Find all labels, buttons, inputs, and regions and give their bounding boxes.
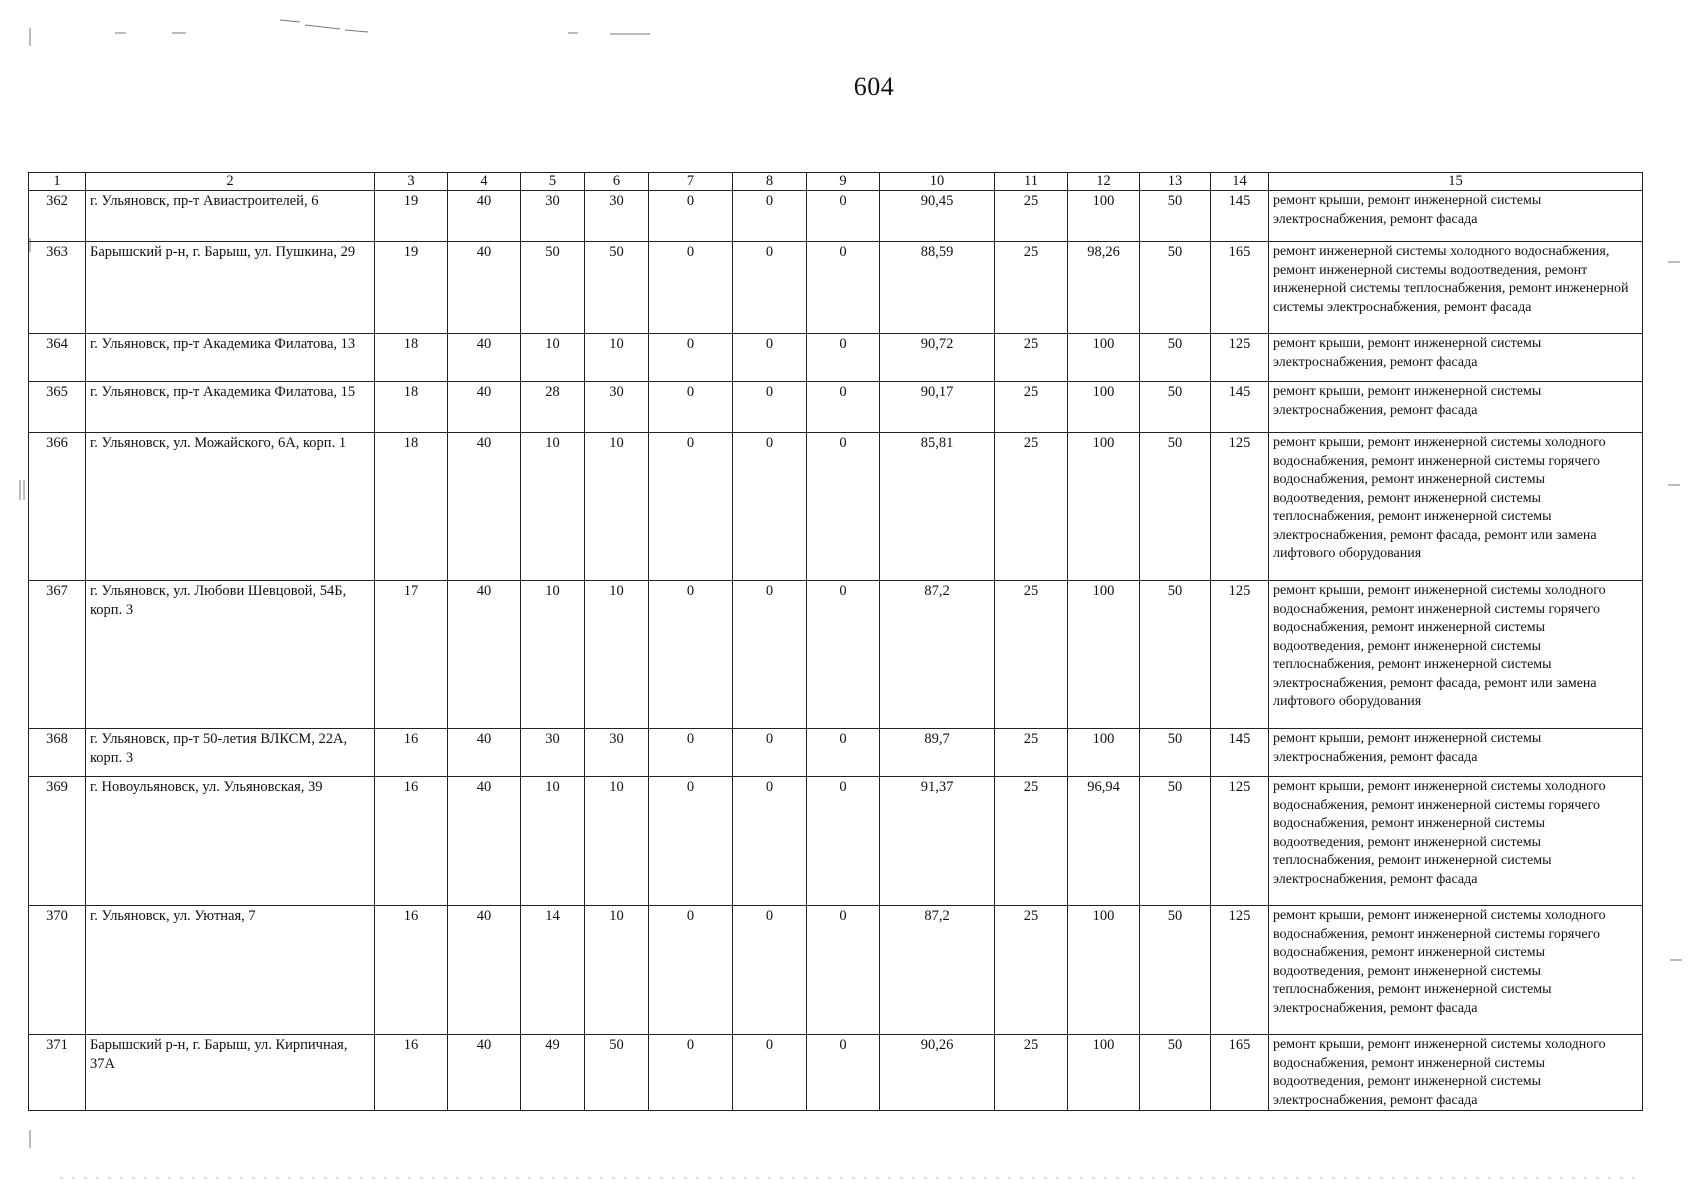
value-cell: 18 bbox=[375, 334, 448, 382]
value-cell: 100 bbox=[1068, 729, 1140, 777]
value-cell: 90,17 bbox=[880, 382, 995, 433]
table-row bbox=[29, 729, 1643, 777]
value-cell: 0 bbox=[733, 382, 807, 433]
value-cell: 30 bbox=[521, 191, 585, 242]
works-cell: ремонт крыши, ремонт инженерной системы холодного водоснабжения, ремонт инженерной системы горячего водоснабжения, ремонт инженерной системы водоотведения, ремонт инженерной системы теплоснабжения, ремонт инженерной системы электроснабжения, ремонт фасада bbox=[1269, 906, 1643, 1035]
value-cell: 50 bbox=[521, 242, 585, 334]
col-header: 2 bbox=[86, 173, 375, 191]
table-row bbox=[29, 906, 1643, 1035]
address-cell: Барышский р-н, г. Барыш, ул. Пушкина, 29 bbox=[86, 242, 375, 334]
value-cell: 10 bbox=[585, 906, 649, 1035]
address-cell: г. Ульяновск, пр-т Академика Филатова, 13 bbox=[86, 334, 375, 382]
value-cell: 19 bbox=[375, 191, 448, 242]
works-cell: ремонт крыши, ремонт инженерной системы электроснабжения, ремонт фасада bbox=[1269, 334, 1643, 382]
value-cell: 0 bbox=[807, 382, 880, 433]
value-cell: 100 bbox=[1068, 191, 1140, 242]
col-header: 8 bbox=[733, 173, 807, 191]
value-cell: 10 bbox=[521, 581, 585, 729]
address-cell: Барышский р-н, г. Барыш, ул. Кирпичная, 37А bbox=[86, 1035, 375, 1111]
value-cell: 40 bbox=[448, 581, 521, 729]
value-cell: 25 bbox=[995, 242, 1068, 334]
value-cell: 40 bbox=[448, 777, 521, 906]
address-cell: г. Новоульяновск, ул. Ульяновская, 39 bbox=[86, 777, 375, 906]
table-row bbox=[29, 334, 1643, 382]
address-cell: г. Ульяновск, ул. Уютная, 7 bbox=[86, 906, 375, 1035]
value-cell: 145 bbox=[1211, 729, 1269, 777]
value-cell: 16 bbox=[375, 906, 448, 1035]
row-number: 367 bbox=[29, 581, 86, 729]
col-header: 9 bbox=[807, 173, 880, 191]
value-cell: 50 bbox=[1140, 1035, 1211, 1111]
value-cell: 16 bbox=[375, 1035, 448, 1111]
value-cell: 30 bbox=[585, 382, 649, 433]
value-cell: 0 bbox=[807, 433, 880, 581]
value-cell: 100 bbox=[1068, 1035, 1140, 1111]
value-cell: 125 bbox=[1211, 581, 1269, 729]
value-cell: 125 bbox=[1211, 334, 1269, 382]
value-cell: 0 bbox=[807, 191, 880, 242]
value-cell: 50 bbox=[1140, 581, 1211, 729]
value-cell: 0 bbox=[733, 334, 807, 382]
value-cell: 17 bbox=[375, 581, 448, 729]
value-cell: 90,45 bbox=[880, 191, 995, 242]
col-header: 5 bbox=[521, 173, 585, 191]
value-cell: 40 bbox=[448, 433, 521, 581]
value-cell: 50 bbox=[1140, 906, 1211, 1035]
value-cell: 50 bbox=[1140, 191, 1211, 242]
value-cell: 0 bbox=[649, 906, 733, 1035]
value-cell: 50 bbox=[1140, 334, 1211, 382]
row-number: 363 bbox=[29, 242, 86, 334]
value-cell: 0 bbox=[649, 433, 733, 581]
address-cell: г. Ульяновск, пр-т Авиастроителей, 6 bbox=[86, 191, 375, 242]
value-cell: 98,26 bbox=[1068, 242, 1140, 334]
row-number: 362 bbox=[29, 191, 86, 242]
works-cell: ремонт крыши, ремонт инженерной системы холодного водоснабжения, ремонт инженерной системы горячего водоснабжения, ремонт инженерной системы водоотведения, ремонт инженерной системы теплоснабжения, ремонт инженерной системы электроснабжения, ремонт фасада, ремонт или замена лифтового оборудования bbox=[1269, 581, 1643, 729]
value-cell: 0 bbox=[807, 581, 880, 729]
value-cell: 0 bbox=[733, 433, 807, 581]
row-number: 370 bbox=[29, 906, 86, 1035]
value-cell: 28 bbox=[521, 382, 585, 433]
value-cell: 50 bbox=[1140, 242, 1211, 334]
row-number: 364 bbox=[29, 334, 86, 382]
col-header: 10 bbox=[880, 173, 995, 191]
col-header: 4 bbox=[448, 173, 521, 191]
value-cell: 100 bbox=[1068, 906, 1140, 1035]
works-cell: ремонт крыши, ремонт инженерной системы холодного водоснабжения, ремонт инженерной системы горячего водоснабжения, ремонт инженерной системы водоотведения, ремонт инженерной системы теплоснабжения, ремонт инженерной системы электроснабжения, ремонт фасада, ремонт или замена лифтового оборудования bbox=[1269, 433, 1643, 581]
value-cell: 30 bbox=[521, 729, 585, 777]
value-cell: 0 bbox=[649, 581, 733, 729]
works-cell: ремонт крыши, ремонт инженерной системы электроснабжения, ремонт фасада bbox=[1269, 191, 1643, 242]
value-cell: 10 bbox=[585, 777, 649, 906]
value-cell: 25 bbox=[995, 382, 1068, 433]
value-cell: 100 bbox=[1068, 382, 1140, 433]
row-number: 365 bbox=[29, 382, 86, 433]
value-cell: 0 bbox=[649, 191, 733, 242]
value-cell: 49 bbox=[521, 1035, 585, 1111]
value-cell: 25 bbox=[995, 729, 1068, 777]
value-cell: 50 bbox=[1140, 729, 1211, 777]
value-cell: 25 bbox=[995, 581, 1068, 729]
address-cell: г. Ульяновск, пр-т 50-летия ВЛКСМ, 22А, корп. 3 bbox=[86, 729, 375, 777]
repair-program-table bbox=[28, 172, 1643, 1111]
value-cell: 90,26 bbox=[880, 1035, 995, 1111]
col-header: 15 bbox=[1269, 173, 1643, 191]
value-cell: 0 bbox=[733, 242, 807, 334]
col-header: 1 bbox=[29, 173, 86, 191]
value-cell: 85,81 bbox=[880, 433, 995, 581]
value-cell: 145 bbox=[1211, 191, 1269, 242]
table-row bbox=[29, 1035, 1643, 1111]
row-number: 369 bbox=[29, 777, 86, 906]
value-cell: 0 bbox=[733, 191, 807, 242]
value-cell: 16 bbox=[375, 777, 448, 906]
col-header: 7 bbox=[649, 173, 733, 191]
value-cell: 40 bbox=[448, 191, 521, 242]
value-cell: 0 bbox=[807, 777, 880, 906]
value-cell: 14 bbox=[521, 906, 585, 1035]
col-header: 6 bbox=[585, 173, 649, 191]
address-cell: г. Ульяновск, пр-т Академика Филатова, 15 bbox=[86, 382, 375, 433]
table-row bbox=[29, 433, 1643, 581]
col-header: 12 bbox=[1068, 173, 1140, 191]
table-row bbox=[29, 382, 1643, 433]
table-row bbox=[29, 581, 1643, 729]
value-cell: 40 bbox=[448, 382, 521, 433]
value-cell: 96,94 bbox=[1068, 777, 1140, 906]
value-cell: 125 bbox=[1211, 433, 1269, 581]
value-cell: 10 bbox=[585, 433, 649, 581]
works-cell: ремонт крыши, ремонт инженерной системы электроснабжения, ремонт фасада bbox=[1269, 729, 1643, 777]
row-number: 366 bbox=[29, 433, 86, 581]
value-cell: 100 bbox=[1068, 433, 1140, 581]
value-cell: 18 bbox=[375, 382, 448, 433]
value-cell: 0 bbox=[649, 729, 733, 777]
value-cell: 25 bbox=[995, 433, 1068, 581]
works-cell: ремонт инженерной системы холодного водоснабжения, ремонт инженерной системы водоотведения, ремонт инженерной системы теплоснабжения, ремонт инженерной системы электроснабжения, ремонт фасада bbox=[1269, 242, 1643, 334]
value-cell: 0 bbox=[649, 242, 733, 334]
value-cell: 50 bbox=[585, 242, 649, 334]
value-cell: 25 bbox=[995, 1035, 1068, 1111]
value-cell: 19 bbox=[375, 242, 448, 334]
value-cell: 125 bbox=[1211, 906, 1269, 1035]
value-cell: 50 bbox=[1140, 433, 1211, 581]
value-cell: 30 bbox=[585, 729, 649, 777]
value-cell: 10 bbox=[585, 581, 649, 729]
value-cell: 10 bbox=[521, 334, 585, 382]
value-cell: 0 bbox=[733, 777, 807, 906]
value-cell: 0 bbox=[733, 1035, 807, 1111]
value-cell: 25 bbox=[995, 191, 1068, 242]
value-cell: 0 bbox=[733, 581, 807, 729]
value-cell: 40 bbox=[448, 1035, 521, 1111]
value-cell: 0 bbox=[807, 906, 880, 1035]
value-cell: 40 bbox=[448, 906, 521, 1035]
value-cell: 125 bbox=[1211, 777, 1269, 906]
value-cell: 40 bbox=[448, 729, 521, 777]
row-number: 368 bbox=[29, 729, 86, 777]
value-cell: 145 bbox=[1211, 382, 1269, 433]
row-number: 371 bbox=[29, 1035, 86, 1111]
value-cell: 90,72 bbox=[880, 334, 995, 382]
value-cell: 100 bbox=[1068, 334, 1140, 382]
value-cell: 10 bbox=[585, 334, 649, 382]
value-cell: 89,7 bbox=[880, 729, 995, 777]
value-cell: 16 bbox=[375, 729, 448, 777]
value-cell: 88,59 bbox=[880, 242, 995, 334]
table-row bbox=[29, 777, 1643, 906]
page-number: 604 bbox=[853, 72, 895, 101]
value-cell: 100 bbox=[1068, 581, 1140, 729]
value-cell: 18 bbox=[375, 433, 448, 581]
value-cell: 0 bbox=[733, 729, 807, 777]
value-cell: 0 bbox=[807, 334, 880, 382]
works-cell: ремонт крыши, ремонт инженерной системы холодного водоснабжения, ремонт инженерной системы водоотведения, ремонт инженерной системы электроснабжения, ремонт фасада bbox=[1269, 1035, 1643, 1111]
value-cell: 0 bbox=[649, 382, 733, 433]
value-cell: 0 bbox=[807, 242, 880, 334]
value-cell: 50 bbox=[585, 1035, 649, 1111]
address-cell: г. Ульяновск, ул. Можайского, 6А, корп. 1 bbox=[86, 433, 375, 581]
value-cell: 40 bbox=[448, 334, 521, 382]
value-cell: 91,37 bbox=[880, 777, 995, 906]
col-header: 14 bbox=[1211, 173, 1269, 191]
value-cell: 25 bbox=[995, 777, 1068, 906]
value-cell: 0 bbox=[649, 334, 733, 382]
value-cell: 87,2 bbox=[880, 581, 995, 729]
works-cell: ремонт крыши, ремонт инженерной системы холодного водоснабжения, ремонт инженерной системы горячего водоснабжения, ремонт инженерной системы водоотведения, ремонт инженерной системы теплоснабжения, ремонт инженерной системы электроснабжения, ремонт фасада bbox=[1269, 777, 1643, 906]
value-cell: 25 bbox=[995, 334, 1068, 382]
value-cell: 0 bbox=[733, 906, 807, 1035]
col-header: 3 bbox=[375, 173, 448, 191]
col-header: 13 bbox=[1140, 173, 1211, 191]
value-cell: 87,2 bbox=[880, 906, 995, 1035]
value-cell: 165 bbox=[1211, 1035, 1269, 1111]
value-cell: 10 bbox=[521, 777, 585, 906]
value-cell: 40 bbox=[448, 242, 521, 334]
value-cell: 0 bbox=[649, 777, 733, 906]
value-cell: 30 bbox=[585, 191, 649, 242]
value-cell: 50 bbox=[1140, 777, 1211, 906]
header-row bbox=[29, 173, 1643, 191]
value-cell: 50 bbox=[1140, 382, 1211, 433]
table-row bbox=[29, 242, 1643, 334]
value-cell: 10 bbox=[521, 433, 585, 581]
address-cell: г. Ульяновск, ул. Любови Шевцовой, 54Б, корп. 3 bbox=[86, 581, 375, 729]
table-row bbox=[29, 191, 1643, 242]
value-cell: 0 bbox=[649, 1035, 733, 1111]
col-header: 11 bbox=[995, 173, 1068, 191]
value-cell: 0 bbox=[807, 1035, 880, 1111]
value-cell: 165 bbox=[1211, 242, 1269, 334]
works-cell: ремонт крыши, ремонт инженерной системы электроснабжения, ремонт фасада bbox=[1269, 382, 1643, 433]
value-cell: 25 bbox=[995, 906, 1068, 1035]
value-cell: 0 bbox=[807, 729, 880, 777]
